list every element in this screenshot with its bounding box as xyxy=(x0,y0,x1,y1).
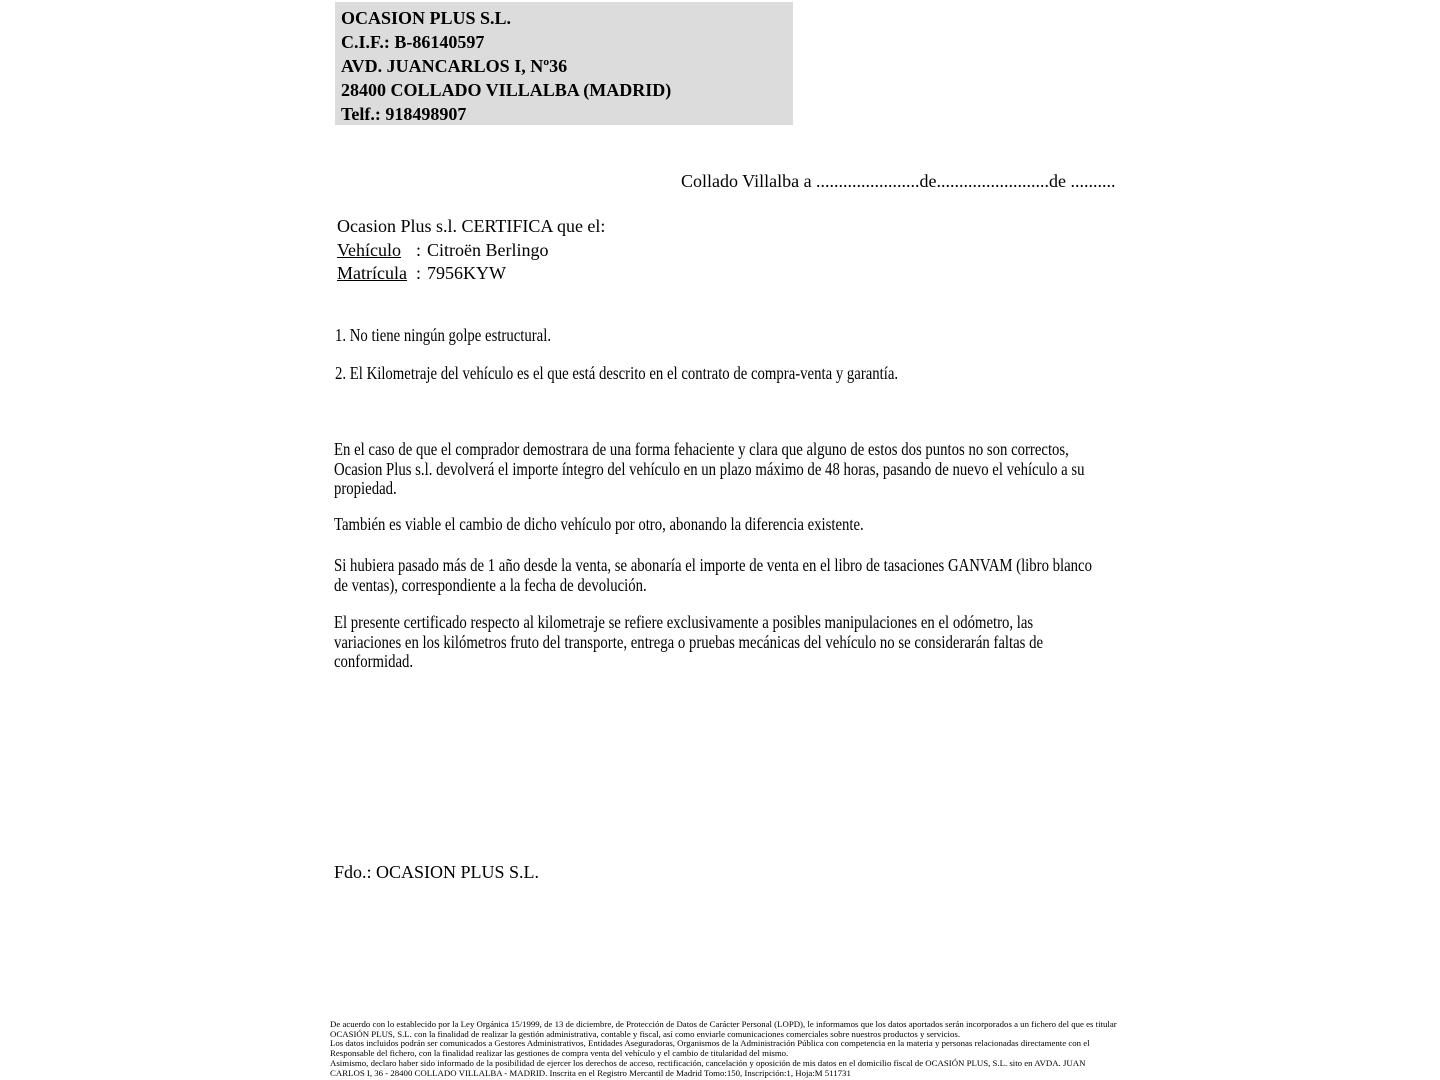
paragraph-exchange: También es viable el cambio de dicho vehículo por otro, abonando la diferencia existente. xyxy=(334,514,864,534)
fine-print-line: Asimismo, declaro haber sido informado de la posibilidad de ejercer los derechos de acceso, rectificación, cancelación y oposición de mis datos en el domicilio fiscal de OCASIÓN PLUS, S.L. sito en AVDA. JUAN xyxy=(330,1057,1086,1068)
point-structural: 1. No tiene ningún golpe estructural. xyxy=(335,325,552,345)
company-name: OCASION PLUS S.L. xyxy=(341,8,512,28)
vehicle-row xyxy=(337,239,605,263)
paragraph-ganvam: Si hubiera pasado más de 1 año desde la venta, se abonaría el importe de venta en el libro de tasaciones GANVAM (libro blanco de ventas), correspondiente a la fecha de devolución. xyxy=(334,555,1093,595)
point-mileage: 2. El Kilometraje del vehículo es el que está descrito en el contrato de compra-venta y garantía. xyxy=(335,363,899,383)
fine-print-line: Los datos incluidos podrán ser comunicados a Gestores Administrativos, Entidades Aseguradoras, Organismos de la Administración Pública con competencia en la materia y personas relacionadas directamente con el xyxy=(330,1038,1090,1049)
fine-print-line: CARLOS I, 36 - 28400 COLLADO VILLALBA - MADRID. Inscrita en el Registro Mercantil de Madrid Tomo:150, Inscripción:1, Hoja:M 511731 xyxy=(330,1067,851,1078)
date-line: Collado Villalba a .......................de.........................de .......... xyxy=(681,171,1116,191)
plate-separator: : xyxy=(416,263,422,283)
company-address: AVD. JUANCARLOS I, Nº36 xyxy=(341,56,568,77)
certification-block xyxy=(337,215,605,286)
company-cif: C.I.F.: B-86140597 xyxy=(341,32,485,53)
legal-fine-print xyxy=(330,1020,1117,1078)
plate-value: 7956KYW xyxy=(427,263,507,283)
vehicle-separator: : xyxy=(416,239,422,260)
paragraph-odometer: El presente certificado respecto al kilometraje se refiere exclusivamente a posibles manipulaciones en el odómetro, las variaciones en los kilómetros fruto del transporte, entrega o pruebas mecánicas del vehículo no se considerarán faltas de conformidad. xyxy=(334,612,1044,672)
fine-print-line: Responsable del fichero, con la finalidad realizar las gestiones de compra venta del vehículo y el cambio de titularidad del mismo. xyxy=(330,1048,789,1059)
company-phone: Telf.: 918498907 xyxy=(341,104,467,125)
fine-print-line: De acuerdo con lo establecido por la Ley Orgánica 15/1999, de 13 de diciembre, de Protección de Datos de Carácter Personal (LOPD), le informamos que los datos aportados serán incorporados a un fichero del que es titular xyxy=(330,1019,1117,1029)
paragraph-refund: En el caso de que el comprador demostrara de una forma fehaciente y clara que alguno de estos dos puntos no son correctos, Ocasion Plus s.l. devolverá el importe íntegro del vehículo en un plazo máximo de 48 horas, pasando de nuevo el vehículo a su propiedad. xyxy=(334,439,1085,499)
signature-line: Fdo.: OCASION PLUS S.L. xyxy=(334,862,540,882)
plate-row xyxy=(337,262,605,286)
certifies-intro: Ocasion Plus s.l. CERTIFICA que el: xyxy=(337,216,606,236)
company-header-box xyxy=(335,2,793,125)
plate-label: Matrícula xyxy=(337,263,407,283)
vehicle-label: Vehículo xyxy=(337,239,401,260)
company-city: 28400 COLLADO VILLALBA (MADRID) xyxy=(341,80,672,101)
fine-print-line: OCASIÓN PLUS, S.L. con la finalidad de realizar la gestión administrativa, contable y fiscal, así como enviarle comunicaciones comerciales sobre nuestros productos y servicios. xyxy=(330,1028,961,1039)
vehicle-value: Citroën Berlingo xyxy=(427,239,549,260)
